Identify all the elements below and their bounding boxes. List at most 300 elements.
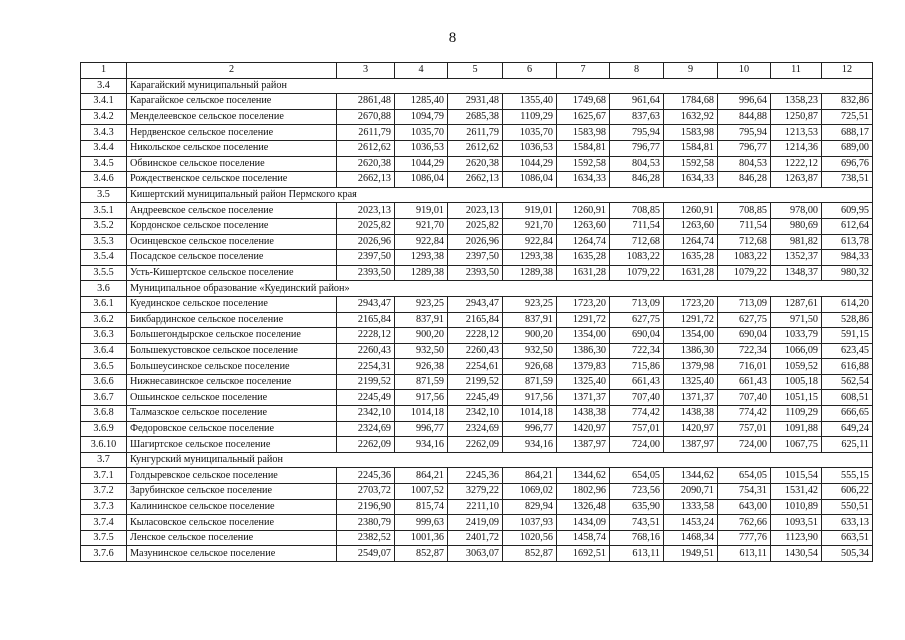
value-cell: 708,85 bbox=[610, 203, 664, 219]
settlement-name: Посадское сельское поселение bbox=[127, 250, 337, 266]
table-row bbox=[81, 359, 873, 375]
value-cell: 1035,70 bbox=[503, 125, 557, 141]
value-cell: 1291,72 bbox=[557, 312, 610, 328]
value-cell: 715,86 bbox=[610, 359, 664, 375]
value-cell: 1086,04 bbox=[503, 172, 557, 188]
value-cell: 3063,07 bbox=[448, 546, 503, 562]
table-row bbox=[81, 468, 873, 484]
section-row bbox=[81, 78, 873, 94]
value-cell: 1222,12 bbox=[771, 156, 822, 172]
value-cell: 623,45 bbox=[822, 343, 873, 359]
row-code: 3.6.5 bbox=[81, 359, 127, 375]
value-cell: 743,51 bbox=[610, 515, 664, 531]
value-cell: 1005,18 bbox=[771, 374, 822, 390]
table-row bbox=[81, 390, 873, 406]
value-cell: 649,24 bbox=[822, 421, 873, 437]
value-cell: 932,50 bbox=[503, 343, 557, 359]
value-cell: 1723,20 bbox=[557, 296, 610, 312]
table-row bbox=[81, 156, 873, 172]
value-cell: 1583,98 bbox=[664, 125, 718, 141]
settlement-name: Большегондырское сельское поселение bbox=[127, 328, 337, 344]
value-cell: 2211,10 bbox=[448, 499, 503, 515]
value-cell: 724,00 bbox=[610, 437, 664, 453]
value-cell: 971,50 bbox=[771, 312, 822, 328]
value-cell: 1584,81 bbox=[664, 140, 718, 156]
row-code: 3.4.4 bbox=[81, 140, 127, 156]
value-cell: 627,75 bbox=[610, 312, 664, 328]
value-cell: 2199,52 bbox=[448, 374, 503, 390]
table-body bbox=[81, 78, 873, 561]
value-cell: 900,20 bbox=[395, 328, 448, 344]
value-cell: 1434,09 bbox=[557, 515, 610, 531]
value-cell: 815,74 bbox=[395, 499, 448, 515]
value-cell: 689,00 bbox=[822, 140, 873, 156]
value-cell: 625,11 bbox=[822, 437, 873, 453]
value-cell: 666,65 bbox=[822, 406, 873, 422]
value-cell: 980,69 bbox=[771, 218, 822, 234]
value-cell: 1109,29 bbox=[771, 406, 822, 422]
value-cell: 2342,10 bbox=[448, 406, 503, 422]
value-cell: 2165,84 bbox=[448, 312, 503, 328]
row-code: 3.7.3 bbox=[81, 499, 127, 515]
value-cell: 837,91 bbox=[395, 312, 448, 328]
value-cell: 1293,38 bbox=[503, 250, 557, 266]
column-header: 2 bbox=[127, 63, 337, 79]
value-cell: 1069,02 bbox=[503, 484, 557, 500]
value-cell: 919,01 bbox=[395, 203, 448, 219]
section-title: Кунгурский муниципальный район bbox=[127, 452, 873, 468]
value-cell: 2401,72 bbox=[448, 530, 503, 546]
row-code: 3.6.1 bbox=[81, 296, 127, 312]
value-cell: 3279,22 bbox=[448, 484, 503, 500]
value-cell: 829,94 bbox=[503, 499, 557, 515]
settlement-name: Талмазское сельское поселение bbox=[127, 406, 337, 422]
value-cell: 1584,81 bbox=[557, 140, 610, 156]
value-cell: 2245,49 bbox=[337, 390, 395, 406]
page-number: 8 bbox=[448, 30, 457, 46]
value-cell: 1634,33 bbox=[557, 172, 610, 188]
value-cell: 1044,29 bbox=[395, 156, 448, 172]
table-row bbox=[81, 109, 873, 125]
table-row bbox=[81, 437, 873, 453]
value-cell: 2260,43 bbox=[448, 343, 503, 359]
value-cell: 2090,71 bbox=[664, 484, 718, 500]
value-cell: 1438,38 bbox=[664, 406, 718, 422]
value-cell: 1592,58 bbox=[664, 156, 718, 172]
value-cell: 919,01 bbox=[503, 203, 557, 219]
settlement-name: Мазунинское сельское поселение bbox=[127, 546, 337, 562]
value-cell: 795,94 bbox=[718, 125, 771, 141]
value-cell: 1083,22 bbox=[718, 250, 771, 266]
value-cell: 606,22 bbox=[822, 484, 873, 500]
value-cell: 852,87 bbox=[503, 546, 557, 562]
value-cell: 996,77 bbox=[395, 421, 448, 437]
settlement-name: Зарубинское сельское поселение bbox=[127, 484, 337, 500]
settlement-name: Рождественское сельское поселение bbox=[127, 172, 337, 188]
table-row bbox=[81, 312, 873, 328]
value-cell: 1379,83 bbox=[557, 359, 610, 375]
value-cell: 738,51 bbox=[822, 172, 873, 188]
section-title: Карагайский муниципальный район bbox=[127, 78, 873, 94]
row-code: 3.7.4 bbox=[81, 515, 127, 531]
value-cell: 1263,60 bbox=[664, 218, 718, 234]
value-cell: 864,21 bbox=[503, 468, 557, 484]
row-code: 3.4.5 bbox=[81, 156, 127, 172]
column-header: 8 bbox=[610, 63, 664, 79]
value-cell: 1468,34 bbox=[664, 530, 718, 546]
settlement-name: Нердвенское сельское поселение bbox=[127, 125, 337, 141]
table-row bbox=[81, 515, 873, 531]
value-cell: 1355,40 bbox=[503, 94, 557, 110]
value-cell: 723,56 bbox=[610, 484, 664, 500]
value-cell: 1344,62 bbox=[664, 468, 718, 484]
value-cell: 762,66 bbox=[718, 515, 771, 531]
row-code: 3.6.3 bbox=[81, 328, 127, 344]
row-code: 3.5.2 bbox=[81, 218, 127, 234]
value-cell: 1091,88 bbox=[771, 421, 822, 437]
value-cell: 2245,49 bbox=[448, 390, 503, 406]
value-cell: 1059,52 bbox=[771, 359, 822, 375]
value-cell: 996,64 bbox=[718, 94, 771, 110]
value-cell: 768,16 bbox=[610, 530, 664, 546]
value-cell: 1044,29 bbox=[503, 156, 557, 172]
table-row bbox=[81, 140, 873, 156]
value-cell: 1371,37 bbox=[664, 390, 718, 406]
value-cell: 1289,38 bbox=[395, 265, 448, 281]
value-cell: 1348,37 bbox=[771, 265, 822, 281]
value-cell: 917,56 bbox=[395, 390, 448, 406]
value-cell: 804,53 bbox=[718, 156, 771, 172]
value-cell: 2662,13 bbox=[448, 172, 503, 188]
value-cell: 2026,96 bbox=[337, 234, 395, 250]
value-cell: 981,82 bbox=[771, 234, 822, 250]
value-cell: 1531,42 bbox=[771, 484, 822, 500]
value-cell: 757,01 bbox=[718, 421, 771, 437]
row-code: 3.7 bbox=[81, 452, 127, 468]
value-cell: 923,25 bbox=[395, 296, 448, 312]
column-header: 11 bbox=[771, 63, 822, 79]
value-cell: 1358,23 bbox=[771, 94, 822, 110]
value-cell: 654,05 bbox=[718, 468, 771, 484]
value-cell: 2393,50 bbox=[448, 265, 503, 281]
value-cell: 1453,24 bbox=[664, 515, 718, 531]
section-row bbox=[81, 187, 873, 203]
table-row bbox=[81, 296, 873, 312]
value-cell: 1386,30 bbox=[557, 343, 610, 359]
value-cell: 871,59 bbox=[503, 374, 557, 390]
value-cell: 1325,40 bbox=[557, 374, 610, 390]
value-cell: 921,70 bbox=[503, 218, 557, 234]
tariff-table bbox=[80, 62, 873, 562]
value-cell: 1293,38 bbox=[395, 250, 448, 266]
value-cell: 1420,97 bbox=[557, 421, 610, 437]
column-header: 10 bbox=[718, 63, 771, 79]
value-cell: 1430,54 bbox=[771, 546, 822, 562]
value-cell: 1326,48 bbox=[557, 499, 610, 515]
row-code: 3.6.4 bbox=[81, 343, 127, 359]
settlement-name: Ленское сельское поселение bbox=[127, 530, 337, 546]
table-row bbox=[81, 172, 873, 188]
value-cell: 923,25 bbox=[503, 296, 557, 312]
settlement-name: Голдыревское сельское поселение bbox=[127, 468, 337, 484]
row-code: 3.5.1 bbox=[81, 203, 127, 219]
value-cell: 661,43 bbox=[610, 374, 664, 390]
value-cell: 609,95 bbox=[822, 203, 873, 219]
value-cell: 2397,50 bbox=[448, 250, 503, 266]
column-header: 6 bbox=[503, 63, 557, 79]
settlement-name: Ошьинское сельское поселение bbox=[127, 390, 337, 406]
value-cell: 2245,36 bbox=[337, 468, 395, 484]
value-cell: 1037,93 bbox=[503, 515, 557, 531]
value-cell: 635,90 bbox=[610, 499, 664, 515]
value-cell: 978,00 bbox=[771, 203, 822, 219]
row-code: 3.6.10 bbox=[81, 437, 127, 453]
value-cell: 2228,12 bbox=[337, 328, 395, 344]
value-cell: 2549,07 bbox=[337, 546, 395, 562]
value-cell: 708,85 bbox=[718, 203, 771, 219]
value-cell: 922,84 bbox=[395, 234, 448, 250]
value-cell: 1352,37 bbox=[771, 250, 822, 266]
value-cell: 555,15 bbox=[822, 468, 873, 484]
value-cell: 932,50 bbox=[395, 343, 448, 359]
value-cell: 1749,68 bbox=[557, 94, 610, 110]
value-cell: 757,01 bbox=[610, 421, 664, 437]
row-code: 3.4.1 bbox=[81, 94, 127, 110]
value-cell: 2662,13 bbox=[337, 172, 395, 188]
value-cell: 1802,96 bbox=[557, 484, 610, 500]
value-cell: 1123,90 bbox=[771, 530, 822, 546]
value-cell: 1625,67 bbox=[557, 109, 610, 125]
value-cell: 2245,36 bbox=[448, 468, 503, 484]
value-cell: 2611,79 bbox=[337, 125, 395, 141]
row-code: 3.6.2 bbox=[81, 312, 127, 328]
value-cell: 1260,91 bbox=[557, 203, 610, 219]
row-code: 3.4 bbox=[81, 78, 127, 94]
value-cell: 1635,28 bbox=[557, 250, 610, 266]
value-cell: 1260,91 bbox=[664, 203, 718, 219]
settlement-name: Обвинское сельское поселение bbox=[127, 156, 337, 172]
value-cell: 2324,69 bbox=[448, 421, 503, 437]
row-code: 3.5.4 bbox=[81, 250, 127, 266]
row-code: 3.4.2 bbox=[81, 109, 127, 125]
value-cell: 2324,69 bbox=[337, 421, 395, 437]
value-cell: 1014,18 bbox=[395, 406, 448, 422]
settlement-name: Бикбардинское сельское поселение bbox=[127, 312, 337, 328]
value-cell: 2393,50 bbox=[337, 265, 395, 281]
value-cell: 1051,15 bbox=[771, 390, 822, 406]
value-cell: 2196,90 bbox=[337, 499, 395, 515]
value-cell: 921,70 bbox=[395, 218, 448, 234]
value-cell: 934,16 bbox=[503, 437, 557, 453]
value-cell: 1067,75 bbox=[771, 437, 822, 453]
section-title: Кишертский муниципальный район Пермского края bbox=[127, 187, 873, 203]
value-cell: 2262,09 bbox=[337, 437, 395, 453]
settlement-name: Калининское сельское поселение bbox=[127, 499, 337, 515]
value-cell: 1333,58 bbox=[664, 499, 718, 515]
value-cell: 1634,33 bbox=[664, 172, 718, 188]
value-cell: 999,63 bbox=[395, 515, 448, 531]
row-code: 3.5.3 bbox=[81, 234, 127, 250]
column-header: 12 bbox=[822, 63, 873, 79]
value-cell: 996,77 bbox=[503, 421, 557, 437]
value-cell: 774,42 bbox=[718, 406, 771, 422]
table-header-row bbox=[81, 63, 873, 79]
value-cell: 837,63 bbox=[610, 109, 664, 125]
value-cell: 1264,74 bbox=[557, 234, 610, 250]
value-cell: 1083,22 bbox=[610, 250, 664, 266]
value-cell: 852,87 bbox=[395, 546, 448, 562]
value-cell: 777,76 bbox=[718, 530, 771, 546]
value-cell: 926,38 bbox=[395, 359, 448, 375]
value-cell: 1631,28 bbox=[664, 265, 718, 281]
value-cell: 1094,79 bbox=[395, 109, 448, 125]
value-cell: 711,54 bbox=[610, 218, 664, 234]
value-cell: 2612,62 bbox=[337, 140, 395, 156]
value-cell: 713,09 bbox=[718, 296, 771, 312]
value-cell: 922,84 bbox=[503, 234, 557, 250]
value-cell: 1289,38 bbox=[503, 265, 557, 281]
table-row bbox=[81, 530, 873, 546]
value-cell: 796,77 bbox=[610, 140, 664, 156]
value-cell: 2380,79 bbox=[337, 515, 395, 531]
value-cell: 844,88 bbox=[718, 109, 771, 125]
value-cell: 716,01 bbox=[718, 359, 771, 375]
value-cell: 1036,53 bbox=[395, 140, 448, 156]
value-cell: 1014,18 bbox=[503, 406, 557, 422]
table-row bbox=[81, 421, 873, 437]
value-cell: 871,59 bbox=[395, 374, 448, 390]
column-header: 7 bbox=[557, 63, 610, 79]
value-cell: 2620,38 bbox=[337, 156, 395, 172]
value-cell: 643,00 bbox=[718, 499, 771, 515]
row-code: 3.5.5 bbox=[81, 265, 127, 281]
row-code: 3.5 bbox=[81, 187, 127, 203]
value-cell: 1109,29 bbox=[503, 109, 557, 125]
row-code: 3.6.7 bbox=[81, 390, 127, 406]
value-cell: 926,68 bbox=[503, 359, 557, 375]
value-cell: 712,68 bbox=[718, 234, 771, 250]
settlement-name: Шагиртское сельское поселение bbox=[127, 437, 337, 453]
value-cell: 1033,79 bbox=[771, 328, 822, 344]
value-cell: 2254,61 bbox=[448, 359, 503, 375]
settlement-name: Менделеевское сельское поселение bbox=[127, 109, 337, 125]
table-row bbox=[81, 546, 873, 562]
settlement-name: Куединское сельское поселение bbox=[127, 296, 337, 312]
column-header: 9 bbox=[664, 63, 718, 79]
value-cell: 1086,04 bbox=[395, 172, 448, 188]
value-cell: 1263,87 bbox=[771, 172, 822, 188]
value-cell: 796,77 bbox=[718, 140, 771, 156]
value-cell: 1635,28 bbox=[664, 250, 718, 266]
value-cell: 864,21 bbox=[395, 468, 448, 484]
value-cell: 1592,58 bbox=[557, 156, 610, 172]
table-row bbox=[81, 203, 873, 219]
value-cell: 1079,22 bbox=[718, 265, 771, 281]
settlement-name: Кыласовское сельское поселение bbox=[127, 515, 337, 531]
value-cell: 2254,31 bbox=[337, 359, 395, 375]
value-cell: 1371,37 bbox=[557, 390, 610, 406]
value-cell: 2262,09 bbox=[448, 437, 503, 453]
value-cell: 1344,62 bbox=[557, 468, 610, 484]
value-cell: 724,00 bbox=[718, 437, 771, 453]
value-cell: 804,53 bbox=[610, 156, 664, 172]
value-cell: 690,04 bbox=[610, 328, 664, 344]
settlement-name: Кордонское сельское поселение bbox=[127, 218, 337, 234]
column-header: 1 bbox=[81, 63, 127, 79]
value-cell: 613,11 bbox=[718, 546, 771, 562]
value-cell: 713,09 bbox=[610, 296, 664, 312]
settlement-name: Никольское сельское поселение bbox=[127, 140, 337, 156]
value-cell: 712,68 bbox=[610, 234, 664, 250]
value-cell: 846,28 bbox=[610, 172, 664, 188]
value-cell: 1213,53 bbox=[771, 125, 822, 141]
value-cell: 754,31 bbox=[718, 484, 771, 500]
value-cell: 1387,97 bbox=[557, 437, 610, 453]
value-cell: 2943,47 bbox=[448, 296, 503, 312]
table-row bbox=[81, 234, 873, 250]
value-cell: 1438,38 bbox=[557, 406, 610, 422]
settlement-name: Усть-Кишертское сельское поселение bbox=[127, 265, 337, 281]
row-code: 3.7.5 bbox=[81, 530, 127, 546]
value-cell: 2023,13 bbox=[448, 203, 503, 219]
settlement-name: Федоровское сельское поселение bbox=[127, 421, 337, 437]
value-cell: 832,86 bbox=[822, 94, 873, 110]
row-code: 3.4.3 bbox=[81, 125, 127, 141]
value-cell: 1325,40 bbox=[664, 374, 718, 390]
value-cell: 1949,51 bbox=[664, 546, 718, 562]
value-cell: 2165,84 bbox=[337, 312, 395, 328]
settlement-name: Осинцевское сельское поселение bbox=[127, 234, 337, 250]
value-cell: 1263,60 bbox=[557, 218, 610, 234]
value-cell: 846,28 bbox=[718, 172, 771, 188]
value-cell: 1015,54 bbox=[771, 468, 822, 484]
value-cell: 627,75 bbox=[718, 312, 771, 328]
value-cell: 961,64 bbox=[610, 94, 664, 110]
value-cell: 528,86 bbox=[822, 312, 873, 328]
section-row bbox=[81, 452, 873, 468]
value-cell: 1387,97 bbox=[664, 437, 718, 453]
value-cell: 984,33 bbox=[822, 250, 873, 266]
section-title: Муниципальное образование «Куединский район» bbox=[127, 281, 873, 297]
value-cell: 614,20 bbox=[822, 296, 873, 312]
value-cell: 612,64 bbox=[822, 218, 873, 234]
value-cell: 900,20 bbox=[503, 328, 557, 344]
value-cell: 2397,50 bbox=[337, 250, 395, 266]
value-cell: 711,54 bbox=[718, 218, 771, 234]
value-cell: 1354,00 bbox=[664, 328, 718, 344]
value-cell: 1354,00 bbox=[557, 328, 610, 344]
column-header: 4 bbox=[395, 63, 448, 79]
value-cell: 1001,36 bbox=[395, 530, 448, 546]
value-cell: 633,13 bbox=[822, 515, 873, 531]
value-cell: 2685,38 bbox=[448, 109, 503, 125]
settlement-name: Большеусинское сельское поселение bbox=[127, 359, 337, 375]
value-cell: 613,11 bbox=[610, 546, 664, 562]
value-cell: 1632,92 bbox=[664, 109, 718, 125]
value-cell: 2670,88 bbox=[337, 109, 395, 125]
value-cell: 2861,48 bbox=[337, 94, 395, 110]
value-cell: 2025,82 bbox=[337, 218, 395, 234]
value-cell: 2342,10 bbox=[337, 406, 395, 422]
value-cell: 2703,72 bbox=[337, 484, 395, 500]
value-cell: 1035,70 bbox=[395, 125, 448, 141]
value-cell: 2419,09 bbox=[448, 515, 503, 531]
settlement-name: Нижнесавинское сельское поселение bbox=[127, 374, 337, 390]
value-cell: 774,42 bbox=[610, 406, 664, 422]
value-cell: 2612,62 bbox=[448, 140, 503, 156]
table-row bbox=[81, 94, 873, 110]
table-row bbox=[81, 328, 873, 344]
